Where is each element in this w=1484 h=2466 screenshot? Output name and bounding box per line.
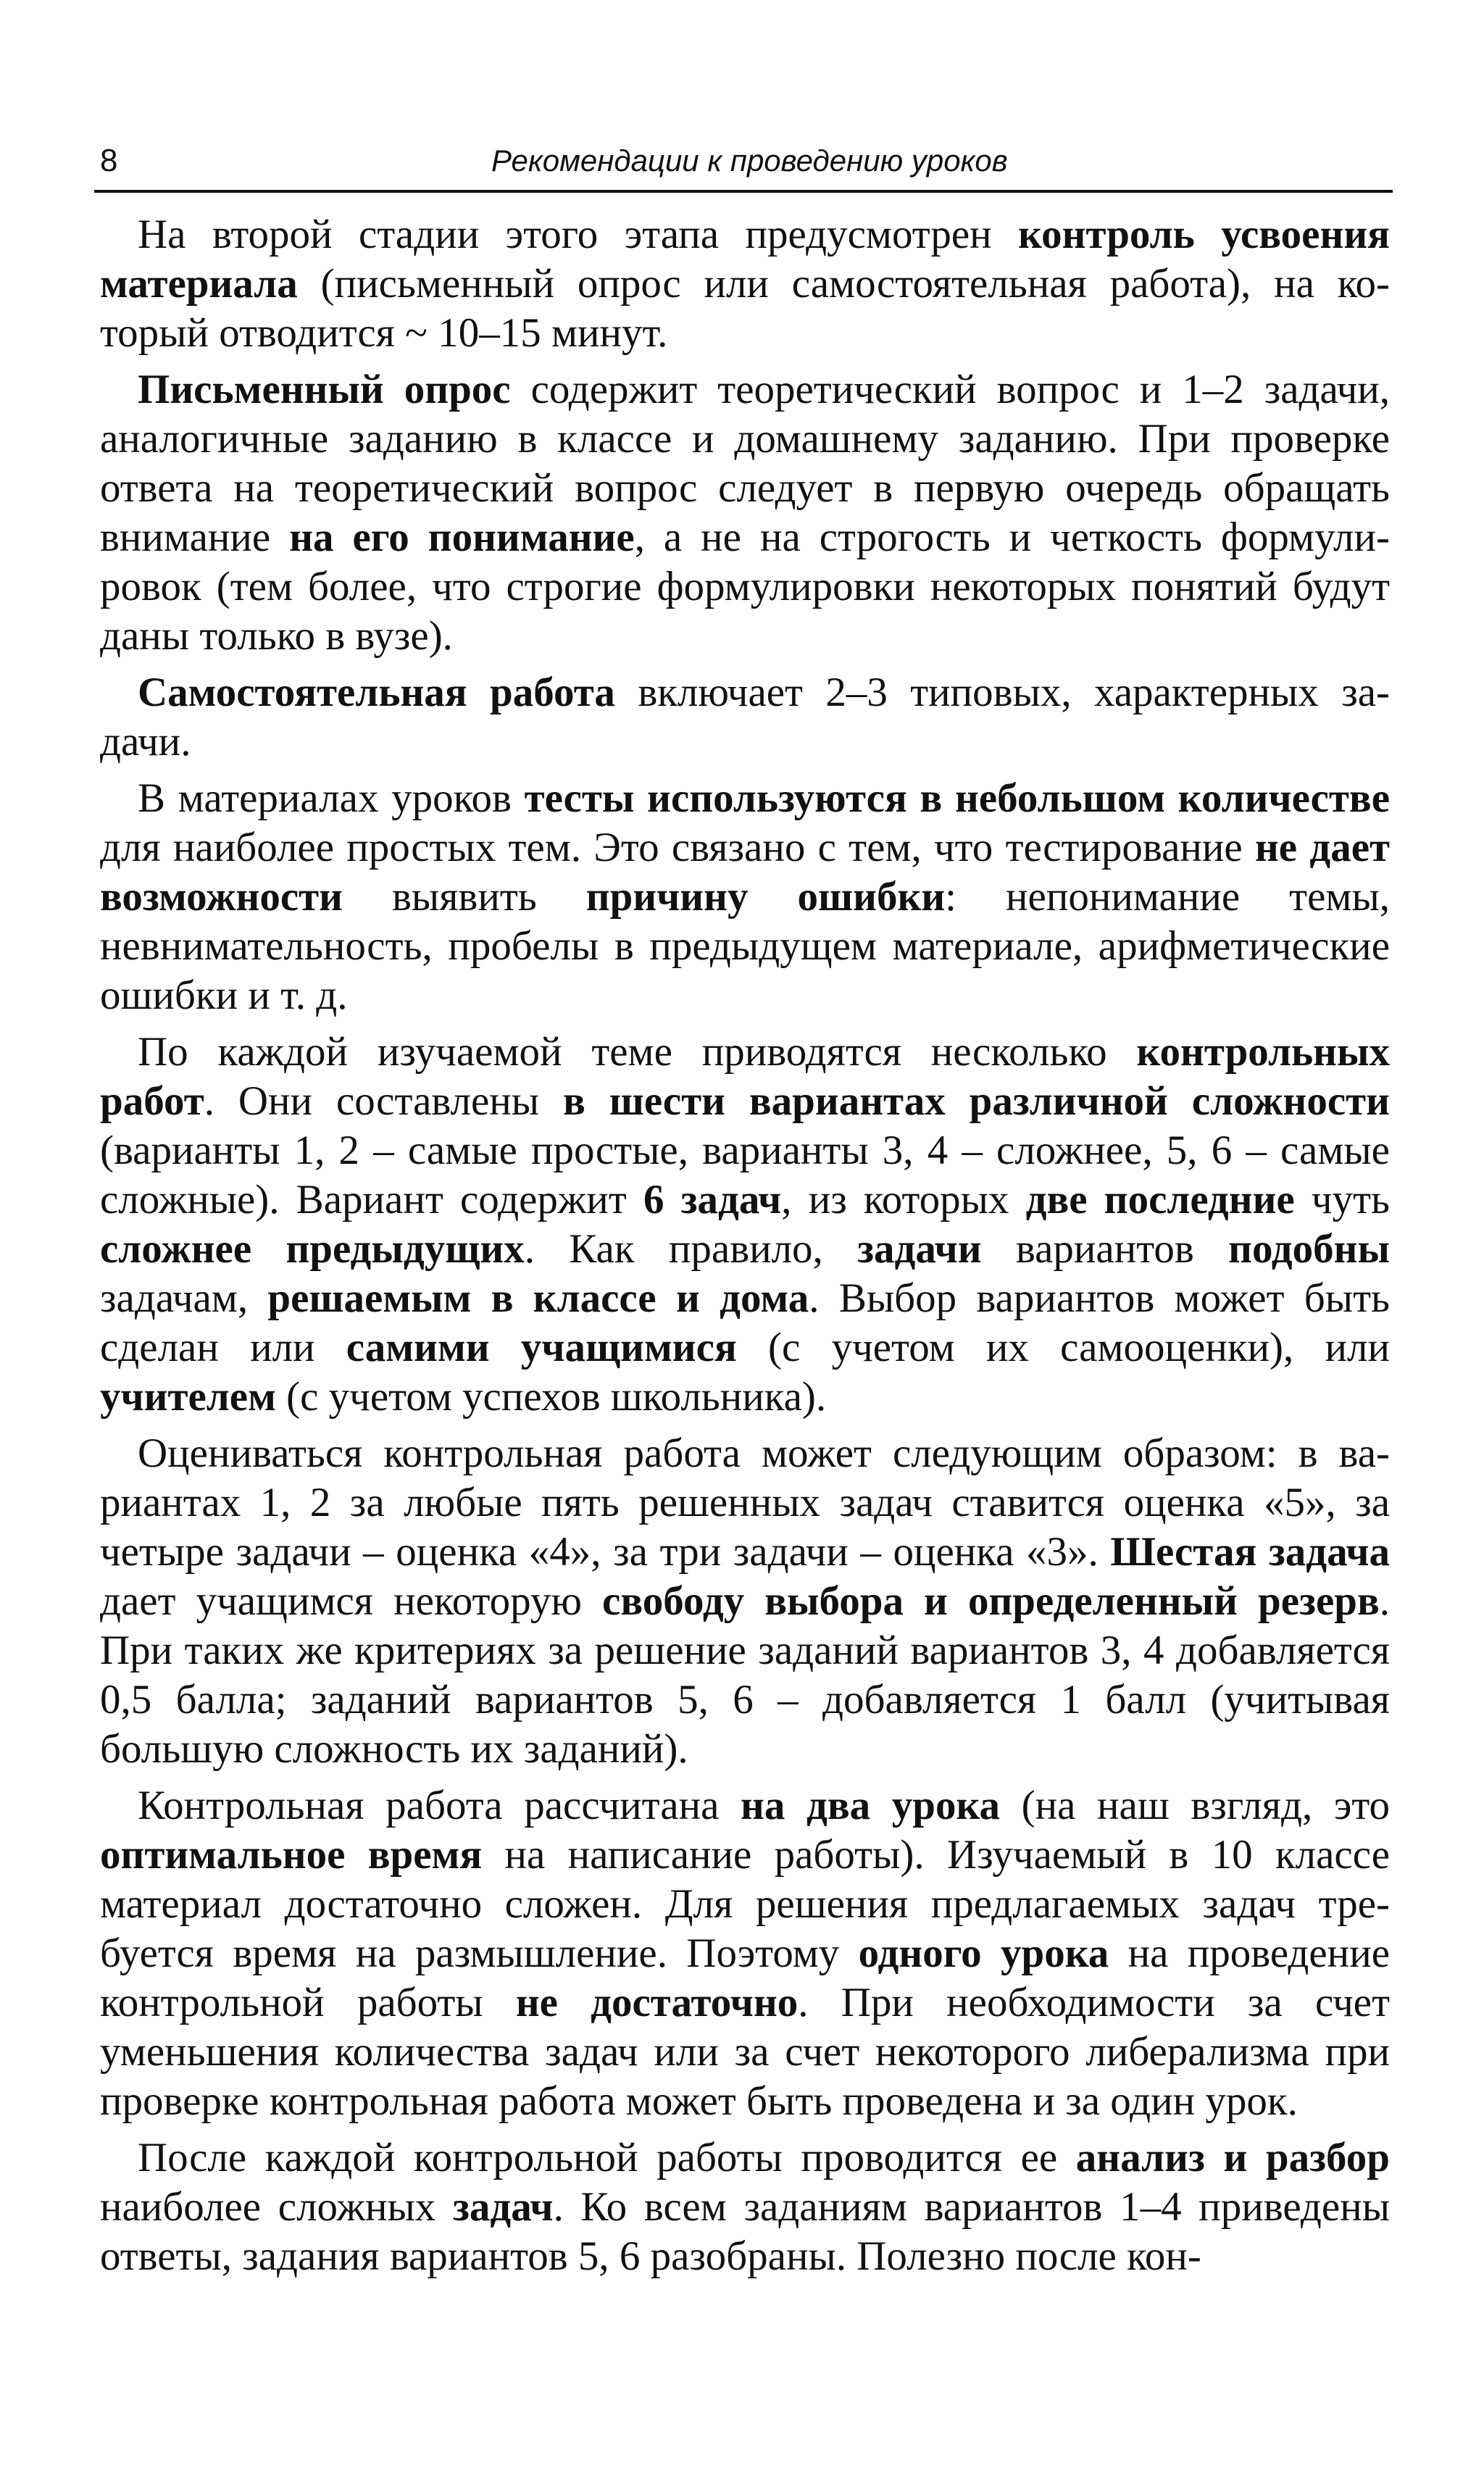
text-run: , из которых bbox=[781, 1177, 1026, 1222]
bold-text-run: решаемым в классе и дома bbox=[267, 1275, 809, 1321]
paragraph bbox=[100, 1781, 1390, 2126]
text-run: содержит теоретический вопрос и 1–2 задачи, аналогичные заданию в классе и домашнему заданию. При проверке ответа на теоретический вопрос следует в первую очередь обращать внимание bbox=[100, 367, 1390, 560]
running-head bbox=[100, 139, 1390, 190]
header-rule bbox=[94, 190, 1393, 193]
bold-text-run: сложнее предыдущих bbox=[100, 1226, 525, 1272]
text-run: На второй стадии этого этапа предусмотрен bbox=[138, 212, 1019, 257]
paragraph bbox=[100, 774, 1390, 1020]
bold-text-run: на два урока bbox=[741, 1783, 1000, 1828]
bold-text-run: контроль усвоения материала bbox=[100, 212, 1390, 307]
text-run: на написание работы). Изучаемый в 10 классе материал достаточно сложен. Для решения предлагаемых задач требуется время на размышление. Поэтому bbox=[100, 1832, 1391, 1976]
text-run: В материалах уроков bbox=[138, 775, 525, 821]
text-run: (на наш взгляд, это bbox=[999, 1783, 1390, 1828]
paragraph bbox=[100, 1429, 1390, 1774]
page-number: 8 bbox=[100, 143, 118, 178]
text-run: (письменный опрос или самостоятельная работа), на который отводится ~ 10–15 минут. bbox=[100, 261, 1390, 356]
text-run: (с учетом успехов школьника). bbox=[275, 1374, 827, 1420]
paragraph bbox=[100, 1028, 1390, 1422]
paragraph bbox=[100, 365, 1390, 661]
bold-text-run: не достаточно bbox=[515, 1980, 799, 2025]
text-run: : непонимание темы, невнимательность, пробелы в предыдущем материале, арифметические ошибки и т. д. bbox=[100, 874, 1390, 1018]
bold-text-run: самими учащимися bbox=[346, 1325, 737, 1370]
text-run: Оцениваться контрольная работа может следующим образом: в вариантах 1, 2 за любые пять решенных задач ставится оценка «5», за четыре задачи – оценка «4», за три задачи – оценка «3». bbox=[100, 1430, 1390, 1575]
text-run: . Ко всем заданиям вариантов 1–4 приведены ответы, задания вариантов 5, 6 разобраны. Полезно после кон- bbox=[100, 2184, 1390, 2279]
text-run: По каждой изучаемой теме приводятся несколько bbox=[138, 1029, 1137, 1075]
bold-text-run: контрольных работ bbox=[100, 1029, 1390, 1124]
text-run: задачам, bbox=[100, 1275, 268, 1321]
paragraph bbox=[100, 668, 1390, 767]
paragraph bbox=[100, 210, 1390, 358]
bold-text-run: причину ошибки bbox=[585, 874, 946, 920]
bold-text-run: Самостоятельная работа bbox=[138, 670, 615, 715]
text-run: включает 2–3 типовых, характерных задачи. bbox=[100, 670, 1390, 765]
bold-text-run: свободу выбора и определенный резерв bbox=[602, 1578, 1380, 1624]
running-title: Рекомендации к проведению уроков bbox=[491, 143, 1008, 178]
text-run: дает учащимся некоторую bbox=[100, 1578, 603, 1624]
text-run: Контрольная работа рассчитана bbox=[138, 1783, 741, 1828]
bold-text-run: подобны bbox=[1228, 1226, 1390, 1272]
text-run: на проведение контрольной работы bbox=[100, 1930, 1390, 2025]
bold-text-run: оптимальное время bbox=[100, 1832, 483, 1878]
text-run: (с учетом их самооценки), или bbox=[736, 1325, 1390, 1370]
text-run: После каждой контрольной работы проводится ее bbox=[138, 2135, 1076, 2180]
bold-text-run: одного урока bbox=[858, 1930, 1109, 1976]
bold-text-run: задачи bbox=[857, 1226, 982, 1272]
bold-text-run: две последние bbox=[1025, 1177, 1295, 1222]
paragraph bbox=[100, 2133, 1390, 2281]
bold-text-run: анализ и разбор bbox=[1075, 2135, 1390, 2180]
bold-text-run: 6 задач bbox=[643, 1177, 782, 1222]
bold-text-run: не дает возможности bbox=[100, 825, 1390, 920]
text-run: (варианты 1, 2 – самые простые, варианты 3, 4 – сложнее, 5, 6 – самые сложные). Вариант содержит bbox=[100, 1128, 1390, 1222]
text-run: для наиболее простых тем. Это связано с тем, что тестирование bbox=[100, 825, 1255, 870]
text-run: вариантов bbox=[981, 1226, 1229, 1272]
text-run: . Как правило, bbox=[524, 1226, 858, 1272]
text-run: чуть bbox=[1294, 1177, 1391, 1222]
bold-text-run: на его понимание bbox=[289, 515, 635, 560]
bold-text-run: задач bbox=[452, 2184, 554, 2230]
text-run: . Они составлены bbox=[204, 1078, 563, 1124]
text-run: выявить bbox=[342, 874, 586, 920]
text-run: . При необходимости за счет уменьшения количества задач или за счет некоторого либерализма при проверке контрольная работа может быть проведена и за один урок. bbox=[100, 1980, 1390, 2124]
bold-text-run: Шестая задача bbox=[1110, 1529, 1390, 1575]
text-run: , а не на строгость и четкость формулировок (тем более, что строгие формулировки некоторых понятий будут даны только в вузе). bbox=[100, 515, 1390, 659]
text-run: . Выбор вариантов может быть сделан или bbox=[100, 1275, 1390, 1370]
bold-text-run: в шести вариантах различной сложности bbox=[563, 1078, 1390, 1124]
bold-text-run: тесты используются в небольшом количестве bbox=[524, 775, 1390, 821]
bold-text-run: учителем bbox=[100, 1374, 276, 1420]
text-run: наиболее сложных bbox=[100, 2184, 453, 2230]
body-text bbox=[100, 210, 1390, 2288]
text-run: . При таких же критериях за решение заданий вариантов 3, 4 добавляется 0,5 балла; заданий вариантов 5, 6 – добавляется 1 балл (учитывая большую сложность их заданий). bbox=[100, 1578, 1390, 1772]
bold-text-run: Письменный опрос bbox=[138, 367, 511, 412]
